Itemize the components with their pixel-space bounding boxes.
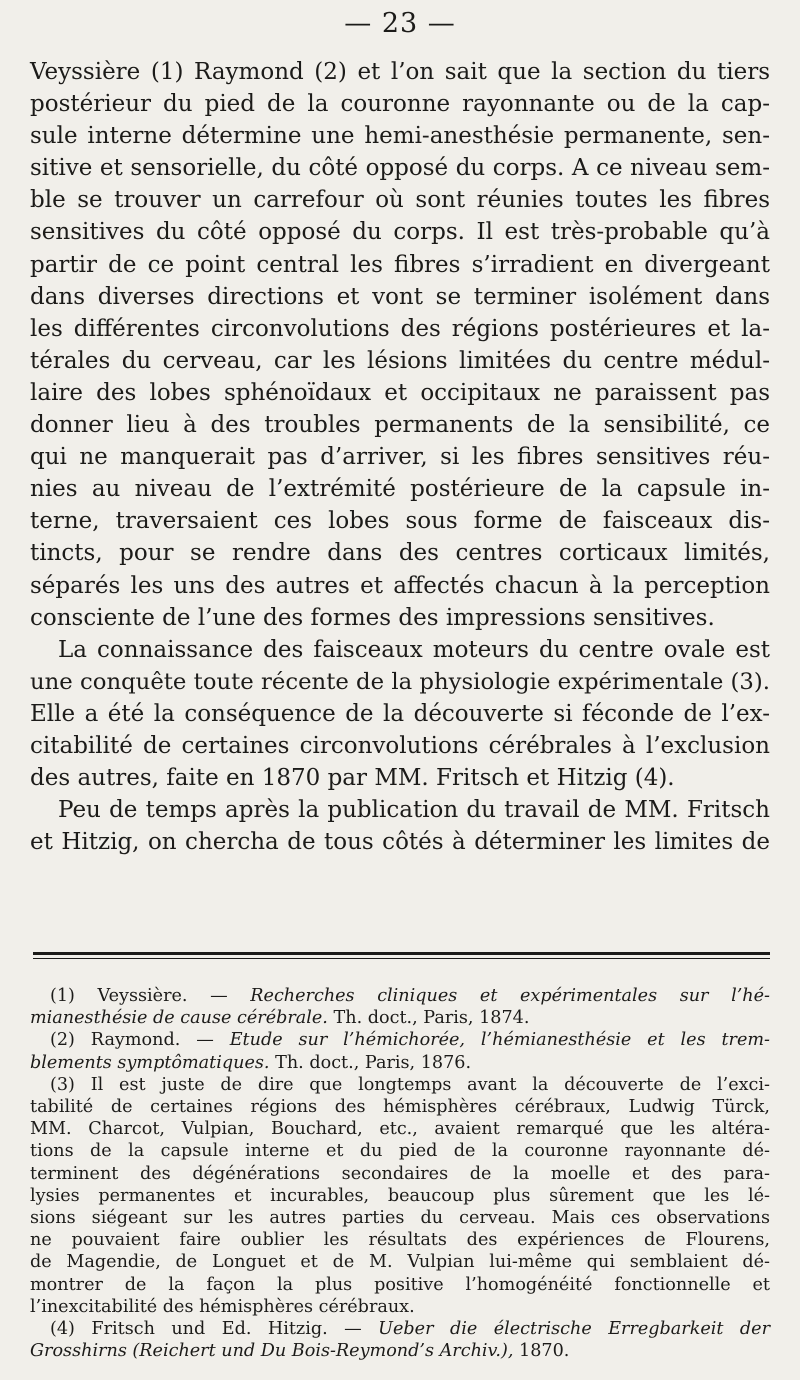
body-line: Peu de temps après la publication du travail de MM. Fritsch — [58, 797, 770, 824]
footnote-line — [30, 1007, 770, 1029]
body-line: postérieur du pied de la couronne rayonnante ou de la cap- — [30, 91, 770, 118]
footnote-line: montrer de la façon la plus positive l’homogénéité fonctionnelle et — [30, 1274, 770, 1295]
footnotes — [30, 985, 770, 1362]
footnote-title: Recherches cliniques et expérimentales sur l’hé- — [250, 986, 770, 1006]
body-line: Elle a été la conséquence de la découverte si féconde de l’ex- — [30, 700, 770, 727]
body-line: tincts, pour se rendre dans des centres corticaux limités, — [30, 540, 770, 567]
footnote-divider-thin — [33, 958, 770, 959]
body-line: ble se trouver un carrefour où sont réunies toutes les fibres — [30, 187, 770, 214]
footnote-divider — [33, 952, 770, 955]
footnote-title: blements symptômatiques. — [30, 1052, 270, 1073]
body-line: une conquête toute récente de la physiologie expérimentale (3). — [30, 668, 770, 695]
footnote-line — [30, 985, 770, 1007]
footnote-mark: (1) Veyssière. — — [50, 986, 228, 1006]
body-line: et Hitzig, on chercha de tous côtés à déterminer les limites de — [30, 829, 770, 856]
footnote-line: l’inexcitabilité des hémisphères cérébraux. — [30, 1296, 415, 1317]
body-line: qui ne manquerait pas d’arriver, si les fibres sensitives réu- — [30, 444, 770, 471]
body-line: térales du cerveau, car les lésions limitées du centre médul- — [30, 347, 770, 374]
body-line: laire des lobes sphénoïdaux et occipitaux ne paraissent pas — [30, 379, 770, 406]
body-line: partir de ce point central les fibres s’irradient en divergeant — [30, 251, 770, 278]
footnote-source: 1870. — [519, 1341, 570, 1362]
body-line: sule interne détermine une hemi-anesthésie permanente, sen- — [30, 123, 770, 150]
body-line: nies au niveau de l’extrémité postérieure de la capsule in- — [30, 476, 770, 503]
footnote-title: mianesthésie de cause cérébrale. — [30, 1008, 328, 1029]
footnote-3 — [30, 1074, 770, 1318]
footnote-line: MM. Charcot, Vulpian, Bouchard, etc., avaient remarqué que les altéra- — [30, 1119, 770, 1140]
footnote-line: terminent des dégénérations secondaires de la moelle et des para- — [30, 1163, 770, 1184]
body-text — [30, 56, 770, 858]
footnote-line: sions siégeant sur les autres parties du cerveau. Mais ces observations — [30, 1208, 770, 1229]
body-line: les différentes circonvolutions des régions postérieures et la- — [30, 315, 770, 342]
body-line: sitive et sensorielle, du côté opposé du corps. A ce niveau sem- — [30, 155, 770, 182]
footnote-line: tions de la capsule interne et du pied de la couronne rayonnante dé- — [30, 1141, 770, 1162]
footnote-title: Ueber die électrische Erregbarkeit der — [378, 1319, 770, 1340]
body-line: séparés les uns des autres et affectés chacun à la perception — [30, 572, 770, 599]
footnote-source: Th. doct., Paris, 1874. — [333, 1008, 530, 1029]
footnote-title: Grosshirns (Reichert und Du Bois-Reymond’s Archiv.), — [30, 1341, 514, 1362]
footnote-title: Etude sur l’hémichorée, l’hémianesthésie et les trem- — [229, 1030, 771, 1051]
body-line: Veyssière (1) Raymond (2) et l’on sait que la section du tiers — [30, 59, 770, 85]
footnote-mark: (4) Fritsch und Ed. Hitzig. — — [50, 1319, 362, 1340]
body-line: dans diverses directions et vont se terminer isolément dans — [30, 283, 770, 310]
footnote-line: lysies permanentes et incurables, beaucoup plus sûrement que les lé- — [30, 1185, 770, 1206]
footnote-line: tabilité de certaines régions des hémisphères cérébraux, Ludwig Türck, — [30, 1097, 770, 1118]
body-line: terne, traversaient ces lobes sous forme de faisceaux dis- — [30, 508, 770, 535]
footnote-line — [30, 1340, 770, 1362]
footnote-line — [30, 1318, 770, 1340]
footnote-mark: (2) Raymond. — — [50, 1030, 214, 1051]
body-line: donner lieu à des troubles permanents de la sensibilité, ce — [30, 412, 770, 439]
footnote-line: ne pouvaient faire oublier les résultats des expériences de Flourens, — [30, 1230, 770, 1251]
footnote-line: de Magendie, de Longuet et de M. Vulpian lui-même qui semblaient dé- — [30, 1252, 770, 1273]
footnote-source: Th. doct., Paris, 1876. — [275, 1052, 472, 1073]
body-line: consciente de l’une des formes des impressions sensitives. — [30, 604, 715, 631]
footnote-line: (3) Il est juste de dire que longtemps avant la découverte de l’exci- — [50, 1074, 770, 1095]
footnote-2 — [30, 1029, 770, 1073]
footnote-4 — [30, 1318, 770, 1362]
body-line: citabilité de certaines circonvolutions cérébrales à l’exclusion — [30, 732, 770, 759]
body-line: La connaissance des faisceaux moteurs du centre ovale est — [58, 636, 770, 663]
page-number: — 23 — — [344, 8, 456, 39]
footnote-line — [30, 1029, 770, 1051]
body-line: des autres, faite en 1870 par MM. Fritsch et Hitzig (4). — [30, 765, 675, 792]
footnote-line — [30, 1052, 770, 1074]
footnote-1 — [30, 985, 770, 1029]
body-line: sensitives du côté opposé du corps. Il est très-probable qu’à — [30, 219, 770, 246]
